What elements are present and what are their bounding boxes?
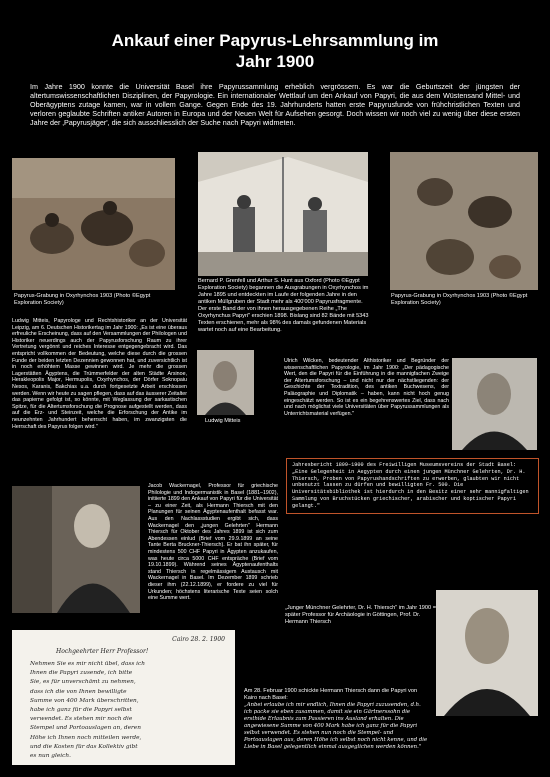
excavation-photo-left: [12, 158, 175, 290]
excavation-photo-left-image: [12, 158, 175, 290]
grenfell-hunt-photo-image: [198, 152, 368, 276]
letter-quote: „Anbei erlaube ich mir endlich, Ihnen die Papyri zuzusenden, d.h. ich packe sie eben zusammen, damit sie ein Gärtnerssohn die ersthide Erlaubnis zum Passieren ins Ausland erhalten. Die angewiesene Summe von 400 Mark habe ich ganz für die Papyri selbst verwendet. Es stehen nun noch die Stempel- und Portoauslagen aus, deren Höhe ich selbst noch nicht kenne, und die Liebe in Basel gelegentlich einmal ausgeglichen werden können.": [244, 702, 428, 750]
title-line-2: Jahr 1900: [235, 52, 315, 71]
letter-line: dass ich die von Ihnen bewilligte: [30, 688, 127, 695]
wackernagel-photo: [12, 486, 140, 613]
page-title: [0, 30, 550, 72]
letter-image: [12, 630, 235, 765]
wackernagel-photo-image: [12, 486, 140, 613]
mitteis-portrait-image: [197, 350, 254, 415]
letter-line: Summe von 400 Mark überschritten,: [30, 697, 139, 704]
letter-line: Höhe ich Ihnen noch mitteilen werde,: [30, 734, 142, 741]
intro-paragraph: Im Jahre 1900 konnte die Universität Basel ihre Papyrussammlung erheblich vergrössern. Es war die Geburtszeit der jüngsten der altertumswissenschaftlichen Disziplinen, der Papyrologie. Ein internationaler Wettlauf um den Ankauf von Papyri, die aus dem Wüstensand Mittel- und Oberägyptens zutage kamen, war in vollem Gange. Gegen Ende des 19. Jahrhunderts hatten erste Papyrusfunde von frühchristlichen Texten und verloren geglaubte Schriften antiker Autoren in Europa und der Neuen Welt für Aufsehen gesorgt. Doch wissen wir noch viel zu wenig über diese ersten Jahre der ‚Papyrusjäger', die sich ausschliesslich der Suche nach Papyri widmeten.: [30, 82, 520, 127]
letter-line: Stempel und Portoauslagen an, deren: [30, 725, 141, 732]
caption-excavation-right: Papyrus-Grabung in Oxyrhynchos 1903 (Photo ©Egypt Exploration Society): [391, 293, 528, 306]
letter-line: es nun gleich.: [30, 753, 71, 760]
letter-date: Cairo 28. 2. 1900: [172, 636, 225, 643]
thiersch-caption: „Junger Münchner Gelehrter, Dr. H. Thiersch" im Jahr 1900 = später Professor für Archäologie in Göttingen, Prof. Dr. Hermann Thiersch: [285, 605, 436, 625]
wilcken-quote: Ulrich Wilcken, bedeutender Althistoriker und Begründer der wissenschaftlichen Papyrologie, im Jahr 1900: „Der pädagogische Wert, den die Papyri für die Einführung in die mannigfachen Zweige der Altertumsforschung – und nicht nur der nächstliegenden: der Geschichte der Textradition, des antiken Buchwesens, der Paläographie und Diplomatik – haben, kann nicht hoch genug eingeschätzt werden. So ist es ein begehrenswertes Ziel, dass nach und nach möglichst viele Universitäten über Papyrussammlungen als Unterrichtsmaterial verfügen.": [284, 358, 449, 417]
caption-grenfell-hunt: Bernard P. Grenfell und Arthur S. Hunt aus Oxford (Photo ©Egypt Exploration Society) begannen die Ausgrabungen in Oxyrhynchos im Jahre 1895 und entdeckten im Laufe der folgenden Jahre in den antiken Müllgruben der Stadt mehr als 400'000 Papyrusfragmente. Der erste Band der von ihnen herausgegebenen Reihe „The Oxyrhynchus Papyri" erschien 1898. Bislang sind 82 Bände mit 5343 Texten erschienen, mehr als 98% des damals gefundenen Materials wartet noch auf eine Bearbeitung.: [198, 278, 369, 333]
mitteis-caption: Ludwig Mitteis: [205, 418, 241, 424]
letter-line: Ihnen die Papyri zusende, ich bitte: [30, 670, 133, 677]
mitteis-quote: Ludwig Mitteis, Papyrologe und Rechtshistoriker an der Universität Leipzig, am 6. Deutschen Historikertag im Jahr 1900: „Es ist eine überaus erfreuliche Erscheinung, dass auf den Versammlungen der Philologen und Historiker neuerdings auch der Papyrusforschung Raum zu ihrer Vertretung vergönnt und reiches Interesse entgegengebracht wird. Das entspricht vollkommen der Bedeutung, welche diese durch die grossen Funde der beiden letzten Dezennien gewonnen hat, und zuversichtlich ist in noch erhöhtem Masse gewinnen wird. Je mehr die grossen Lagerstätten Ägyptens, die Trümmerfelder der alten Städte Arsinoe, Herakleopolis Major, Hermupolis, Oxyrhynchos, der Dörfer Soknopaiu Nesos, Karanis, Bakchias u.a. durch fortgesetzte Arbeit erschlossen werden. Wenn wir heute zu sagen pflegen, dass auf das äusserer Zeitalter das papierne gefolgt ist, so könnte, mit Weglassung der sarkastischen Spitze, für die Altertumsforschung die Prognose aufgestellt werden, dass auf die Erz- und Steinzeit, welche die Erforschung der Antike im neunzehnten Jahrhundert beherrscht haben, im zwanzigsten die Herrschaft des Papyrus folgen wird.": [12, 318, 187, 430]
letter-line: und die Kosten für das Kollektiv gibt: [30, 743, 138, 750]
wilcken-portrait-image: [452, 358, 537, 450]
grenfell-hunt-photo: [198, 152, 368, 276]
wackernagel-text: Jacob Wackernagel, Professor für griechische Philologie und Indogermanistik in Basel (1881–1902), initiierte 1899 den Ankauf von Papyri für die Universität – zu einer Zeit, als Hermann Thiersch mit den Planungen für seinen Ägyptenaufenthalt befasst war. Aus den Nachlassstudien ergibt sich, dass Wackernagel den „jungen Gelehrten" Hermann Thiersch für Oktober des Jahres 1899 ist sich zum Abendessen einlud (Brief vom 29.9.1899 an seine Tante Berta Bruckner-Thiersch). Er bat ihn später, für mindestens 500 CHF Papyri in Ägypten anzukaufen, was heute circa 5000 CHF entspräche (Brief vom 19.10.1899). Während seines Ägyptenaufenthalts stand Thiersch in regelmässigem Austausch mit Wackernagel in Basel. Im Dezember 1899 schrieb dieser ihm (22.12.1899), er fordere zu viel für Urkunden; höchstens literarische Texte seien solch eine Summe wert.: [148, 483, 278, 602]
mitteis-portrait: [197, 350, 254, 415]
letter-greeting: Hochgeehrter Herr Professor!: [56, 648, 149, 655]
wilcken-portrait: [452, 358, 537, 450]
letter-line: Sie, es für unverschämt zu nehmen,: [30, 679, 136, 686]
thiersch-portrait: [436, 590, 538, 716]
letter-description: [244, 688, 430, 751]
letter-intro: Am 28. Februar 1900 schickte Hermann Thiersch dann die Papyri von Kairo nach Basel:: [244, 688, 418, 701]
letter-line: habe ich ganz für die Papyri selbst: [30, 707, 132, 714]
excavation-photo-right: [390, 152, 538, 290]
excavation-photo-right-image: [390, 152, 538, 290]
caption-excavation-left: Papyrus-Grabung in Oxyrhynchos 1903 (Photo ©Egypt Exploration Society): [14, 293, 151, 306]
thiersch-portrait-image: [436, 590, 538, 716]
jahresbericht-box: Jahresbericht 1899–1900 des Freiwilligen Museumsvereins der Stadt Basel: „Eine Gelegenheit in Aegypten durch einen jungen Münchner Gelehrten, Dr. H. Thiersch, Proben von Papyrushandschriften zu erwerben, glaubten wir nicht unbenutzt lassen zu dürfen und bewilligten Fr. 500. Die Universitätsbibliothek ist hierdurch in den Besitz einer sehr mannigfaltigen Sammlung von Bruchstücken griechischer, arabischer und koptischer Papyri gelangt.": [286, 458, 539, 514]
letter-body: [30, 660, 230, 761]
letter-line: Nehmen Sie es mir nicht übel, dass ich: [30, 661, 145, 667]
title-line-1: Ankauf einer Papyrus-Lehrsammlung im: [111, 31, 439, 50]
letter-line: verwendet. Es stehen mir noch die: [30, 716, 133, 723]
